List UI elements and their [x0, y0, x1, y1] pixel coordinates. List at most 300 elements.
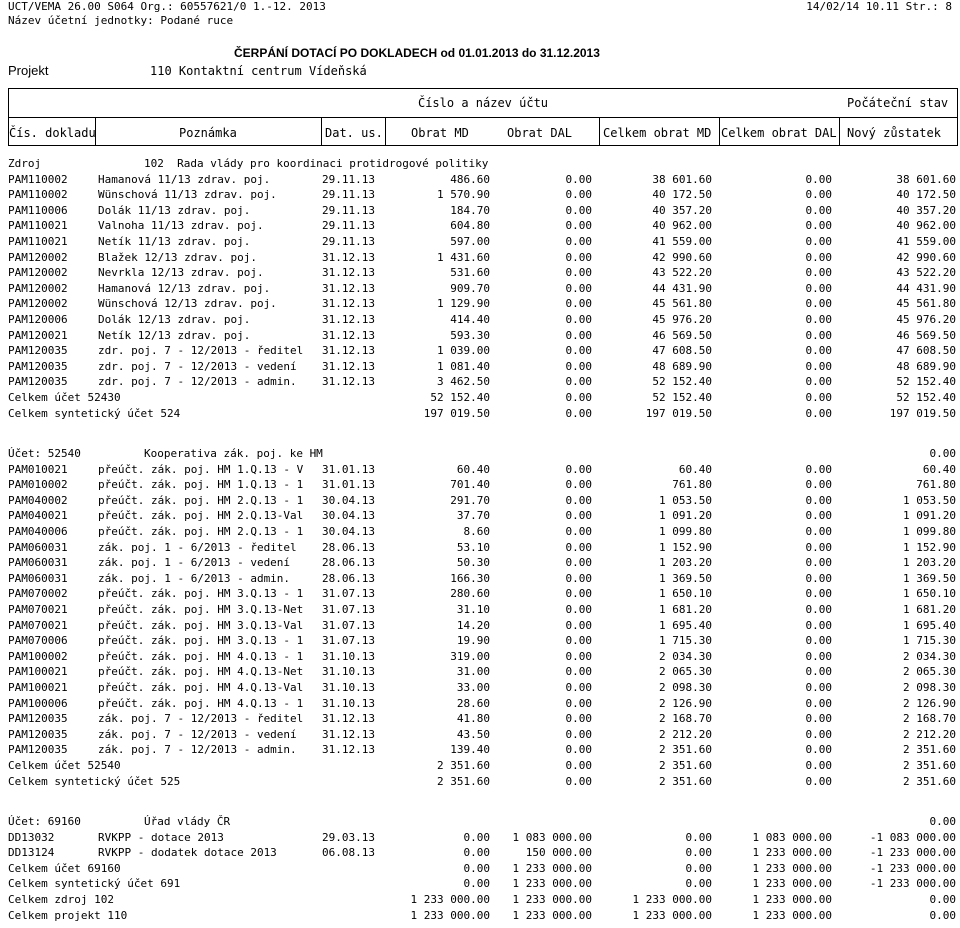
- header-total-md: Celkem obrat MD: [603, 126, 712, 140]
- cell-e: 1 233 000.00: [512, 893, 592, 906]
- cell-b: Wünschová 12/13 zdrav. poj.: [98, 297, 277, 311]
- cell-b: přeúčt. zák. poj. HM 2.Q.13-Val: [98, 509, 304, 523]
- header-turnover-dal: Obrat DAL: [507, 126, 573, 140]
- cell-f: 2 098.30: [659, 681, 712, 694]
- cell-b: Dolák 12/13 zdrav. poj.: [98, 313, 251, 326]
- cell-a: PAM110021: [8, 219, 68, 233]
- cell-a: PAM120035: [8, 727, 68, 741]
- cell-d: 597.00: [450, 235, 490, 248]
- table-row: [8, 447, 956, 461]
- cell-e: 0.00: [565, 266, 592, 280]
- header-divider: [9, 117, 957, 118]
- cell-h: -1 083 000.00: [869, 830, 956, 844]
- cell-b: přeúčt. zák. poj. HM 4.Q.13-Net: [98, 665, 304, 679]
- cell-g: 0.00: [805, 665, 832, 679]
- cell-g: 0.00: [805, 587, 832, 601]
- cell-g: 0.00: [805, 509, 832, 523]
- cell-e: 0.00: [565, 359, 592, 373]
- cell-h: 2 098.30: [903, 681, 956, 694]
- cell-e: 0.00: [565, 603, 592, 616]
- cell-g: 0.00: [805, 618, 832, 632]
- cell-b: přeúčt. zák. poj. HM 2.Q.13 - 1: [98, 525, 304, 538]
- cell-a: PAM100006: [8, 696, 68, 710]
- cell-e: 0.00: [565, 328, 592, 342]
- cell-g: 0.00: [805, 250, 832, 264]
- cell-g: 0.00: [805, 525, 832, 538]
- header-new-balance: Nový zůstatek: [847, 126, 941, 140]
- cell-c: 31.12.13: [322, 281, 375, 295]
- cell-b: Dolák 11/13 zdrav. poj.: [98, 203, 251, 217]
- cell-d: 52 152.40: [430, 391, 490, 404]
- cell-b: Hamanová 12/13 zdrav. poj.: [98, 281, 271, 295]
- cell-c: 31.12.13: [322, 712, 375, 726]
- cell-f: 43 522.20: [652, 266, 712, 280]
- cell-e: 0.00: [565, 281, 592, 295]
- table-row: [8, 360, 956, 374]
- cell-g: 1 233 000.00: [752, 908, 832, 922]
- cell-e: 0.00: [565, 743, 592, 757]
- cell-c: 31.07.13: [322, 603, 375, 616]
- cell-e: 0.00: [565, 344, 592, 358]
- cell-a: Celkem účet 52540: [8, 759, 121, 772]
- cell-h: 60.40: [922, 462, 956, 476]
- cell-h: 2 034.30: [903, 649, 956, 663]
- cell-h: 0.00: [929, 908, 956, 922]
- cell-f: 52 152.40: [652, 375, 712, 389]
- header-column-divider: [599, 118, 600, 145]
- cell-c: 31.12.13: [322, 313, 375, 326]
- cell-d: 197 019.50: [423, 406, 490, 420]
- cell-h: 197 019.50: [889, 406, 956, 420]
- cell-h: 0.00: [929, 893, 956, 906]
- cell-d: 8.60: [463, 525, 490, 538]
- cell-a: PAM010021: [8, 462, 68, 476]
- cell-e: 0.00: [565, 478, 592, 492]
- cell-d: 1 233 000.00: [410, 893, 490, 906]
- cell-b: Netík 12/13 zdrav. poj.: [98, 328, 251, 342]
- cell-g: 0.00: [805, 712, 832, 726]
- cell-a: PAM100021: [8, 665, 68, 679]
- cell-f: 0.00: [685, 877, 712, 891]
- cell-h: 0.00: [929, 815, 956, 828]
- cell-e: 1 233 000.00: [512, 908, 592, 922]
- cell-c: 28.06.13: [322, 571, 375, 585]
- report-system-line: UCT/VEMA 26.00 S064 Org.: 60557621/0 1.-12. 2013: [8, 0, 326, 13]
- cell-f: 0.00: [685, 830, 712, 844]
- cell-d: 184.70: [450, 203, 490, 217]
- table-row: [8, 893, 956, 907]
- cell-h: 45 561.80: [896, 297, 956, 311]
- cell-g: 0.00: [805, 727, 832, 741]
- table-row: [8, 681, 956, 695]
- table-row: [8, 846, 956, 860]
- cell-e: 0.00: [565, 727, 592, 741]
- cell-a: PAM070002: [8, 587, 68, 601]
- cell-b: zák. poj. 7 - 12/2013 - admin.: [98, 743, 297, 757]
- cell-f: 1 203.20: [659, 556, 712, 570]
- cell-h: 1 695.40: [903, 618, 956, 632]
- cell-f: 2 351.60: [659, 759, 712, 772]
- table-row: [8, 344, 956, 358]
- cell-f: 48 689.90: [652, 359, 712, 373]
- cell-d: 50.30: [456, 556, 490, 570]
- header-total-dal: Celkem obrat DAL: [721, 126, 837, 140]
- cell-a: Zdroj: [8, 157, 42, 170]
- cell-g: 0.00: [805, 478, 832, 492]
- cell-g: 0.00: [805, 203, 832, 217]
- cell-a: PAM040002: [8, 493, 68, 507]
- header-doc-number: Čís. dokladu: [9, 126, 96, 140]
- cell-b: zdr. poj. 7 - 12/2013 - admin.: [98, 375, 297, 389]
- header-opening-balance: Počáteční stav: [847, 96, 949, 110]
- cell-h: 43 522.20: [896, 266, 956, 280]
- cell-d: 1 081.40: [437, 359, 490, 373]
- cell-g: 0.00: [805, 375, 832, 389]
- table-row: [8, 509, 956, 523]
- cell-g: 1 083 000.00: [752, 830, 832, 844]
- cell-f: 1 650.10: [659, 587, 712, 601]
- cell-g: 0.00: [805, 462, 832, 476]
- table-row: [8, 463, 956, 477]
- cell-h: 1 099.80: [903, 525, 956, 538]
- cell-c: 28.06.13: [322, 556, 375, 570]
- cell-a: PAM120035: [8, 359, 68, 373]
- cell-e: 0.00: [565, 462, 592, 476]
- cell-d: 166.30: [450, 571, 490, 585]
- cell-a: PAM040006: [8, 525, 68, 538]
- header-posting-date: Dat. us.: [325, 126, 383, 140]
- cell-f: 1 715.30: [659, 634, 712, 648]
- cell-e: 0.00: [565, 391, 592, 404]
- table-row: [8, 556, 956, 570]
- cell-f: 1 091.20: [659, 509, 712, 523]
- table-row: [8, 743, 956, 757]
- cell-d: 53.10: [456, 540, 490, 554]
- cell-d: 28.60: [456, 696, 490, 710]
- cell-g: 0.00: [805, 556, 832, 570]
- cell-e: 0.00: [565, 525, 592, 538]
- table-row: [8, 815, 956, 829]
- cell-d: 31.10: [456, 603, 490, 616]
- cell-f: 0.00: [685, 846, 712, 860]
- cell-a: Celkem zdroj 102: [8, 893, 114, 906]
- cell-a: PAM100002: [8, 649, 68, 663]
- table-row: [8, 282, 956, 296]
- cell-d: 909.70: [450, 281, 490, 295]
- cell-b: Blažek 12/13 zdrav. poj.: [98, 250, 257, 264]
- cell-a: PAM120035: [8, 743, 68, 757]
- cell-d: 19.90: [456, 634, 490, 648]
- cell-b: Wünschová 11/13 zdrav. poj.: [98, 188, 277, 202]
- cell-d: 60.40: [456, 462, 490, 476]
- table-row: [8, 697, 956, 711]
- cell-g: 0.00: [805, 603, 832, 616]
- cell-d: 486.60: [450, 172, 490, 186]
- cell-h: 44 431.90: [896, 281, 956, 295]
- cell-g: 0.00: [805, 188, 832, 202]
- cell-e: 0.00: [565, 203, 592, 217]
- header-column-divider: [839, 118, 840, 145]
- cell-c: 29.11.13: [322, 235, 375, 248]
- cell-a: PAM100021: [8, 681, 68, 694]
- cell-h: 2 351.60: [903, 774, 956, 788]
- cell-b: zák. poj. 7 - 12/2013 - ředitel: [98, 712, 304, 726]
- cell-d: 593.30: [450, 328, 490, 342]
- cell-b: Úřad vlády ČR: [144, 815, 231, 828]
- cell-e: 0.00: [565, 634, 592, 648]
- cell-g: 0.00: [805, 359, 832, 373]
- cell-d: 0.00: [463, 877, 490, 891]
- cell-a: PAM120035: [8, 712, 68, 726]
- cell-a: PAM040021: [8, 509, 68, 523]
- cell-g: 0.00: [805, 493, 832, 507]
- cell-h: 1 650.10: [903, 587, 956, 601]
- cell-f: 47 608.50: [652, 344, 712, 358]
- project-label: Projekt: [8, 63, 49, 78]
- cell-e: 0.00: [565, 188, 592, 202]
- cell-h: 2 351.60: [903, 759, 956, 772]
- cell-g: 0.00: [805, 328, 832, 342]
- cell-b: zák. poj. 7 - 12/2013 - vedení: [98, 727, 297, 741]
- cell-d: 531.60: [450, 266, 490, 280]
- cell-a: DD13032: [8, 830, 55, 844]
- cell-g: 0.00: [805, 266, 832, 280]
- table-row: [8, 587, 956, 601]
- cell-e: 0.00: [565, 297, 592, 311]
- table-row: [8, 572, 956, 586]
- cell-g: 1 233 000.00: [752, 861, 832, 875]
- cell-f: 2 351.60: [659, 774, 712, 788]
- cell-h: 1 369.50: [903, 571, 956, 585]
- cell-c: 31.10.13: [322, 696, 375, 710]
- table-row: [8, 297, 956, 311]
- cell-f: 52 152.40: [652, 391, 712, 404]
- cell-c: 31.07.13: [322, 618, 375, 632]
- cell-e: 0.00: [565, 172, 592, 186]
- cell-f: 2 351.60: [659, 743, 712, 757]
- cell-f: 45 561.80: [652, 297, 712, 311]
- cell-g: 0.00: [805, 759, 832, 772]
- cell-g: 0.00: [805, 297, 832, 311]
- cell-g: 1 233 000.00: [752, 877, 832, 891]
- cell-c: 31.10.13: [322, 665, 375, 679]
- cell-d: 319.00: [450, 649, 490, 663]
- cell-c: 31.12.13: [322, 375, 375, 389]
- cell-c: 31.10.13: [322, 649, 375, 663]
- cell-e: 0.00: [565, 696, 592, 710]
- cell-f: 45 976.20: [652, 313, 712, 326]
- table-header: [8, 88, 958, 146]
- cell-h: 41 559.00: [896, 235, 956, 248]
- table-row: [8, 219, 956, 233]
- cell-b: přeúčt. zák. poj. HM 4.Q.13 - 1: [98, 696, 304, 710]
- cell-a: Celkem syntetický účet 525: [8, 774, 181, 788]
- cell-c: 31.07.13: [322, 587, 375, 601]
- cell-h: -1 233 000.00: [869, 877, 956, 891]
- cell-a: PAM110006: [8, 203, 68, 217]
- cell-a: PAM110002: [8, 188, 68, 202]
- table-row: [8, 188, 956, 202]
- cell-b: zdr. poj. 7 - 12/2013 - vedení: [98, 359, 297, 373]
- cell-c: 31.12.13: [322, 344, 375, 358]
- cell-c: 29.03.13: [322, 830, 375, 844]
- cell-h: -1 233 000.00: [869, 861, 956, 875]
- cell-d: 0.00: [463, 846, 490, 860]
- cell-d: 3 462.50: [437, 375, 490, 389]
- cell-d: 280.60: [450, 587, 490, 601]
- cell-b: zák. poj. 1 - 6/2013 - ředitel: [98, 540, 297, 554]
- table-row: [8, 266, 956, 280]
- cell-a: PAM070006: [8, 634, 68, 648]
- cell-f: 1 233 000.00: [632, 893, 712, 906]
- table-row: [8, 728, 956, 742]
- table-row: [8, 877, 956, 891]
- cell-e: 150 000.00: [525, 846, 592, 860]
- cell-e: 0.00: [565, 649, 592, 663]
- cell-d: 41.80: [456, 712, 490, 726]
- cell-g: 0.00: [805, 406, 832, 420]
- cell-f: 40 172.50: [652, 188, 712, 202]
- cell-d: 1 233 000.00: [410, 908, 490, 922]
- cell-g: 0.00: [805, 649, 832, 663]
- cell-d: 2 351.60: [437, 759, 490, 772]
- cell-d: 139.40: [450, 743, 490, 757]
- cell-a: DD13124: [8, 846, 55, 860]
- cell-g: 0.00: [805, 571, 832, 585]
- table-row: [8, 251, 956, 265]
- cell-f: 2 212.20: [659, 727, 712, 741]
- cell-b: zák. poj. 1 - 6/2013 - admin.: [98, 571, 291, 585]
- cell-b: přeúčt. zák. poj. HM 3.Q.13 - 1: [98, 634, 304, 648]
- table-row: [8, 478, 956, 492]
- cell-c: 31.12.13: [322, 297, 375, 311]
- cell-g: 0.00: [805, 681, 832, 694]
- cell-g: 0.00: [805, 743, 832, 757]
- cell-a: PAM070021: [8, 603, 68, 616]
- header-turnover-md: Obrat MD: [411, 126, 469, 140]
- cell-h: 40 357.20: [896, 203, 956, 217]
- cell-h: 46 569.50: [896, 328, 956, 342]
- cell-g: 0.00: [805, 774, 832, 788]
- cell-a: PAM060031: [8, 540, 68, 554]
- cell-e: 0.00: [565, 509, 592, 523]
- cell-f: 42 990.60: [652, 250, 712, 264]
- cell-d: 0.00: [463, 861, 490, 875]
- cell-f: 40 962.00: [652, 219, 712, 233]
- cell-e: 0.00: [565, 571, 592, 585]
- cell-h: 48 689.90: [896, 359, 956, 373]
- cell-h: 1 053.50: [903, 493, 956, 507]
- cell-h: 1 715.30: [903, 634, 956, 648]
- cell-h: 1 091.20: [903, 509, 956, 523]
- header-column-divider: [385, 118, 386, 145]
- cell-a: Celkem syntetický účet 524: [8, 406, 181, 420]
- cell-c: 30.04.13: [322, 525, 375, 538]
- cell-b: přeúčt. zák. poj. HM 1.Q.13 - 1: [98, 478, 304, 492]
- cell-h: 2 065.30: [903, 665, 956, 679]
- cell-a: PAM120035: [8, 375, 68, 389]
- cell-h: 0.00: [929, 447, 956, 460]
- cell-a: Celkem účet 69160: [8, 861, 121, 875]
- cell-e: 0.00: [565, 681, 592, 694]
- unit-name: Název účetní jednotky: Podané ruce: [8, 14, 234, 27]
- cell-b: Nevrkla 12/13 zdrav. poj.: [98, 266, 264, 280]
- table-row: [8, 862, 956, 876]
- table-row: [8, 634, 956, 648]
- cell-g: 0.00: [805, 696, 832, 710]
- cell-b: zák. poj. 1 - 6/2013 - vedení: [98, 556, 291, 570]
- cell-h: 2 126.90: [903, 696, 956, 710]
- table-row: [8, 775, 956, 789]
- cell-d: 604.80: [450, 219, 490, 233]
- cell-a: PAM110002: [8, 172, 68, 186]
- cell-c: 29.11.13: [322, 188, 375, 202]
- cell-d: 37.70: [456, 509, 490, 523]
- cell-b: RVKPP - dodatek dotace 2013: [98, 846, 277, 860]
- cell-b: přeúčt. zák. poj. HM 2.Q.13 - 1: [98, 493, 304, 507]
- header-column-divider: [719, 118, 720, 145]
- cell-d: 33.00: [456, 681, 490, 694]
- cell-c: 31.01.13: [322, 478, 375, 492]
- cell-a: PAM120002: [8, 297, 68, 311]
- cell-a: PAM120035: [8, 344, 68, 358]
- cell-b: přeúčt. zák. poj. HM 4.Q.13-Val: [98, 681, 304, 694]
- table-row: [8, 665, 956, 679]
- cell-e: 0.00: [565, 759, 592, 772]
- cell-e: 0.00: [565, 587, 592, 601]
- cell-f: 41 559.00: [652, 235, 712, 248]
- cell-g: 0.00: [805, 634, 832, 648]
- table-row: [8, 831, 956, 845]
- cell-d: 31.00: [456, 665, 490, 679]
- cell-f: 761.80: [672, 478, 712, 492]
- cell-f: 1 053.50: [659, 493, 712, 507]
- cell-d: 43.50: [456, 727, 490, 741]
- table-row: [8, 313, 956, 327]
- cell-a: Celkem účet 52430: [8, 391, 121, 404]
- cell-g: 1 233 000.00: [752, 846, 832, 860]
- cell-f: 2 126.90: [659, 696, 712, 710]
- cell-g: 0.00: [805, 344, 832, 358]
- cell-h: -1 233 000.00: [869, 846, 956, 860]
- cell-b: 102 Rada vlády pro koordinaci protidrogové politiky: [144, 157, 489, 170]
- table-row: [8, 759, 956, 773]
- cell-g: 0.00: [805, 235, 832, 248]
- cell-a: PAM120002: [8, 250, 68, 264]
- table-row: [8, 375, 956, 389]
- cell-h: 1 681.20: [903, 603, 956, 616]
- cell-f: 38 601.60: [652, 172, 712, 186]
- cell-c: 28.06.13: [322, 540, 375, 554]
- cell-g: 1 233 000.00: [752, 893, 832, 906]
- cell-c: 31.07.13: [322, 634, 375, 648]
- cell-d: 414.40: [450, 313, 490, 326]
- project-value: 110 Kontaktní centrum Vídeňská: [150, 64, 367, 78]
- cell-e: 1 233 000.00: [512, 861, 592, 875]
- cell-d: 1 129.90: [437, 297, 490, 311]
- cell-h: 52 152.40: [896, 391, 956, 404]
- cell-b: přeúčt. zák. poj. HM 3.Q.13-Net: [98, 603, 304, 616]
- cell-b: přeúčt. zák. poj. HM 3.Q.13 - 1: [98, 587, 304, 601]
- cell-e: 0.00: [565, 665, 592, 679]
- cell-c: 29.11.13: [322, 172, 375, 186]
- cell-d: 14.20: [456, 618, 490, 632]
- cell-d: 701.40: [450, 478, 490, 492]
- cell-f: 197 019.50: [645, 406, 712, 420]
- table-row: [8, 619, 956, 633]
- table-row: [8, 173, 956, 187]
- cell-c: 31.12.13: [322, 359, 375, 373]
